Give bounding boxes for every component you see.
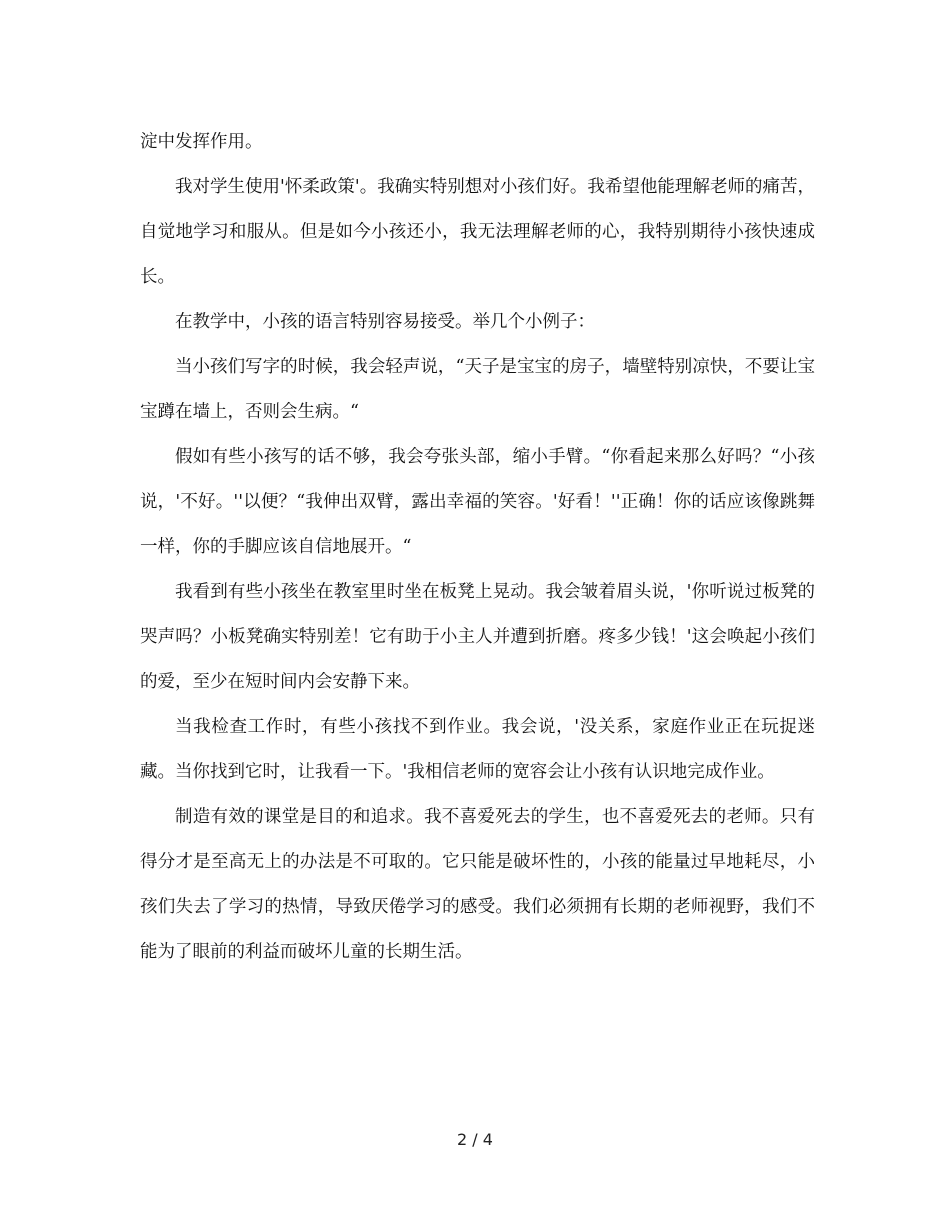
document-body <box>140 120 815 975</box>
page-number: 2 / 4 <box>457 1130 493 1149</box>
paragraph-bench-example: 我看到有些小孩坐在教室里时坐在板凳上晃动。我会皱着眉头说，'你听说过板凳的哭声吗？小板凳确实特别差！它有助于小主人并遭到折磨。疼多少钱！'这会唤起小孩们的爱，至少在短时间内会安静下来。 <box>140 582 815 692</box>
paragraph-language-intro: 在教学中，小孩的语言特别容易接受。举几个小例子： <box>175 312 595 332</box>
paragraph-arms-example: 假如有些小孩写的话不够，我会夸张头部，缩小手臂。“你看起来那么好吗？“小孩说，'不好。''以便？“我伸出双臂，露出幸福的笑容。'好看！''正确！你的话应该像跳舞一样，你的手脚应该自信地展开。“ <box>140 447 815 557</box>
paragraph-effective-classroom: 制造有效的课堂是目的和追求。我不喜爱死去的学生，也不喜爱死去的老师。只有得分才是至高无上的办法是不可取的。它只能是破坏性的，小孩的能量过早地耗尽，小孩们失去了学习的热情，导致厌倦学习的感受。我们必须拥有长期的老师视野，我们不能为了眼前的利益而破坏儿童的长期生活。 <box>140 807 815 962</box>
paragraph-writing-example: 当小孩们写字的时候，我会轻声说，“天子是宝宝的房子，墙壁特别凉快，不要让宝宝蹲在墙上，否则会生病。“ <box>140 357 815 422</box>
paragraph-gentle-policy: 我对学生使用'怀柔政策'。我确实特别想对小孩们好。我希望他能理解老师的痛苦，自觉地学习和服从。但是如今小孩还小，我无法理解老师的心，我特别期待小孩快速成长。 <box>140 177 815 287</box>
paragraph-homework-example: 当我检查工作时，有些小孩找不到作业。我会说，'没关系，家庭作业正在玩捉迷藏。当你找到它时，让我看一下。'我相信老师的宽容会让小孩有认识地完成作业。 <box>140 717 815 782</box>
paragraph-continuation: 淀中发挥作用。 <box>140 132 263 152</box>
